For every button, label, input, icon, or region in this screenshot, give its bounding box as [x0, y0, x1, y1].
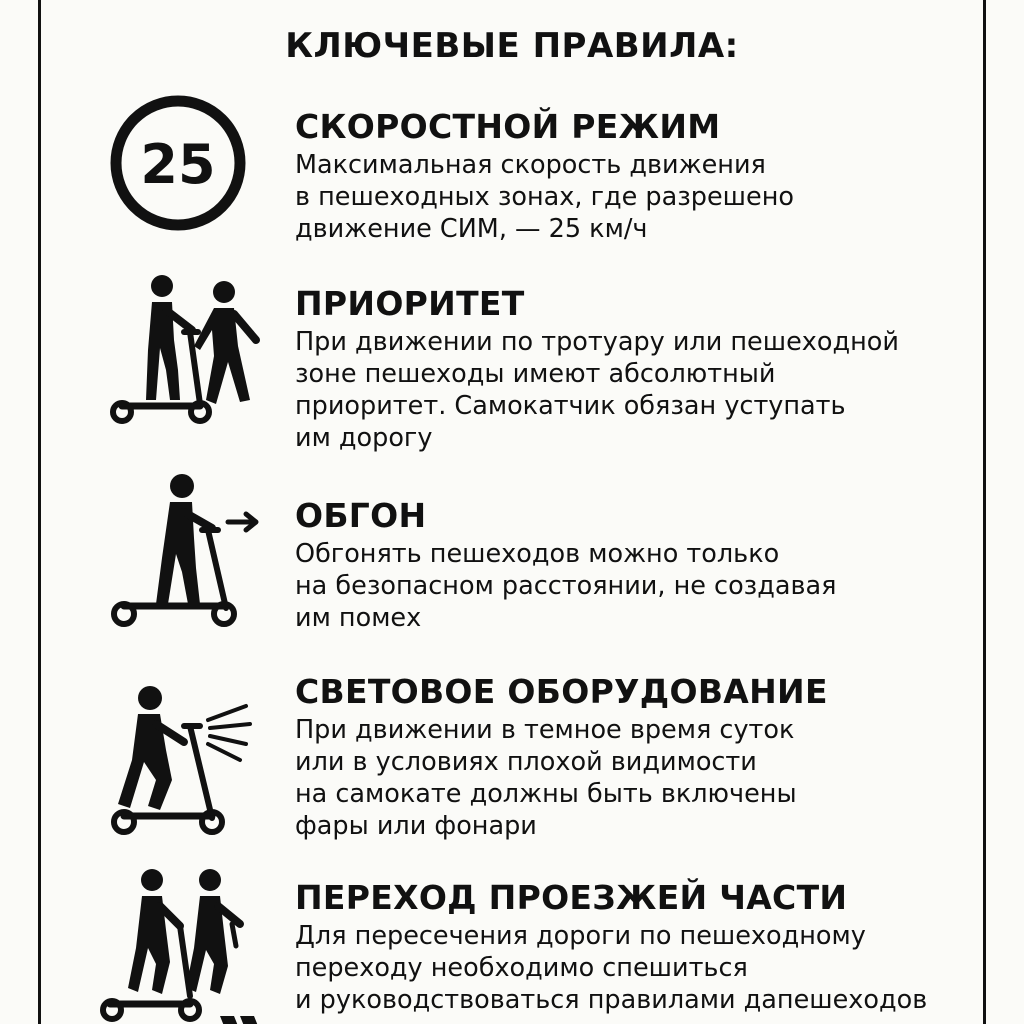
rule-description: Максимальная скорость движения в пешеходных зонах, где разрешено движение СИМ, — 25 км/ч	[295, 150, 794, 244]
rule-description: При движении по тротуару или пешеходной зоне пешеходы имеют абсолютный приоритет. Самокатчик обязан уступать им дорогу	[295, 327, 899, 453]
rule-title: ПЕРЕХОД ПРОЕЗЖЕЙ ЧАСТИ	[295, 878, 848, 917]
rule-description: При движении в темное время суток или в условиях плохой видимости на самокате должны быть включены фары или фонари	[295, 715, 797, 841]
rule-title: ОБГОН	[295, 496, 427, 535]
rule-title: ПРИОРИТЕТ	[295, 284, 525, 323]
rule-title: СКОРОСТНОЙ РЕЖИМ	[295, 107, 721, 146]
rule-description: Обгонять пешеходов можно только на безопасном расстоянии, не создавая им помех	[295, 539, 837, 633]
speed-limit-sign-icon	[100, 95, 270, 265]
frame-left-border	[38, 0, 41, 1024]
scooter-rider-with-pedestrian-icon	[100, 270, 270, 440]
scooter-headlight-icon	[100, 680, 270, 850]
walking-scooter-across-crosswalk-icon	[100, 866, 270, 1024]
frame-right-border	[983, 0, 986, 1024]
scooter-overtaking-icon	[100, 472, 270, 642]
rule-title: СВЕТОВОЕ ОБОРУДОВАНИЕ	[295, 672, 828, 711]
page-title: КЛЮЧЕВЫЕ ПРАВИЛА:	[285, 26, 739, 66]
rule-description: Для пересечения дороги по пешеходному переходу необходимо спешиться и руководствоваться правилами дапешеходов	[295, 921, 928, 1015]
speed-limit-value: 25	[140, 133, 216, 196]
